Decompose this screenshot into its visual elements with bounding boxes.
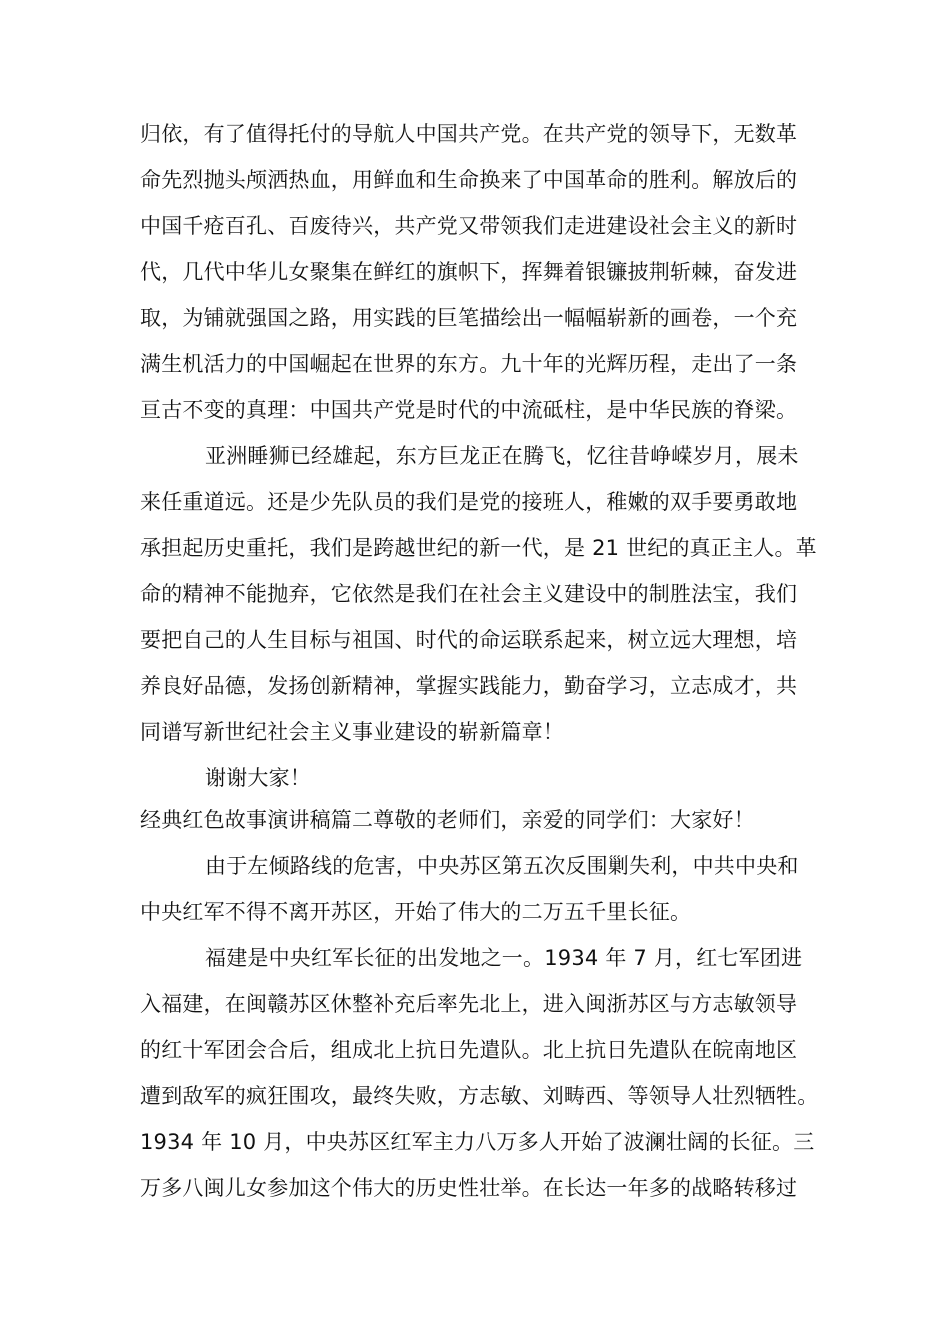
section-heading: 经典红色故事演讲稿篇二尊敬的老师们，亲爱的同学们：大家好！	[140, 808, 755, 832]
text-line: 归依，有了值得托付的导航人中国共产党。在共产党的领导下，无数革	[140, 122, 798, 146]
text-line: 亘古不变的真理：中国共产党是时代的中流砥柱，是中华民族的脊梁。	[140, 398, 798, 422]
text-line: 要把自己的人生目标与祖国、时代的命运联系起来，树立远大理想，培	[140, 628, 798, 652]
text-line: 中央红军不得不离开苏区，开始了伟大的二万五千里长征。	[140, 900, 692, 924]
text-line: 入福建，在闽赣苏区休整补充后率先北上，进入闽浙苏区与方志敏领导	[140, 992, 798, 1016]
text-line: 亚洲睡狮已经雄起，东方巨龙正在腾飞，忆往昔峥嵘岁月，展未	[205, 444, 799, 468]
text-line: 中国千疮百孔、百废待兴，共产党又带领我们走进建设社会主义的新时	[140, 214, 798, 238]
text-line: 满生机活力的中国崛起在世界的东方。九十年的光辉历程，走出了一条	[140, 352, 798, 376]
text-line: 1934 年 10 月，中央苏区红军主力八万多人开始了波澜壮阔的长征。三	[140, 1130, 815, 1154]
text-line: 福建是中央红军长征的出发地之一。1934 年 7 月，红七军团进	[205, 946, 803, 970]
text-line: 取，为铺就强国之路，用实践的巨笔描绘出一幅幅崭新的画卷，一个充	[140, 306, 798, 330]
text-line: 命的精神不能抛弃，它依然是我们在社会主义建设中的制胜法宝，我们	[140, 582, 798, 606]
text-line: 万多八闽儿女参加这个伟大的历史性壮举。在长达一年多的战略转移过	[140, 1176, 798, 1200]
text-line: 遭到敌军的疯狂围攻，最终失败，方志敏、刘畴西、等领导人壮烈牺牲。	[140, 1084, 819, 1108]
text-line: 同谱写新世纪社会主义事业建设的崭新篇章！	[140, 720, 564, 744]
text-line: 的红十军团会合后，组成北上抗日先遣队。北上抗日先遣队在皖南地区	[140, 1038, 798, 1062]
text-line: 由于左倾路线的危害，中央苏区第五次反围剿失利，中共中央和	[205, 854, 799, 878]
text-line: 代，几代中华儿女聚集在鲜红的旗帜下，挥舞着银镰披荆斩棘，奋发进	[140, 260, 798, 284]
text-line: 养良好品德，发扬创新精神，掌握实践能力，勤奋学习，立志成才，共	[140, 674, 798, 698]
text-line: 命先烈抛头颅洒热血，用鲜血和生命换来了中国革命的胜利。解放后的	[140, 168, 798, 192]
text-line: 来任重道远。还是少先队员的我们是党的接班人，稚嫩的双手要勇敢地	[140, 490, 798, 514]
text-line: 承担起历史重托，我们是跨越世纪的新一代，是 21 世纪的真正主人。革	[140, 536, 817, 560]
text-line: 谢谢大家！	[205, 766, 311, 790]
